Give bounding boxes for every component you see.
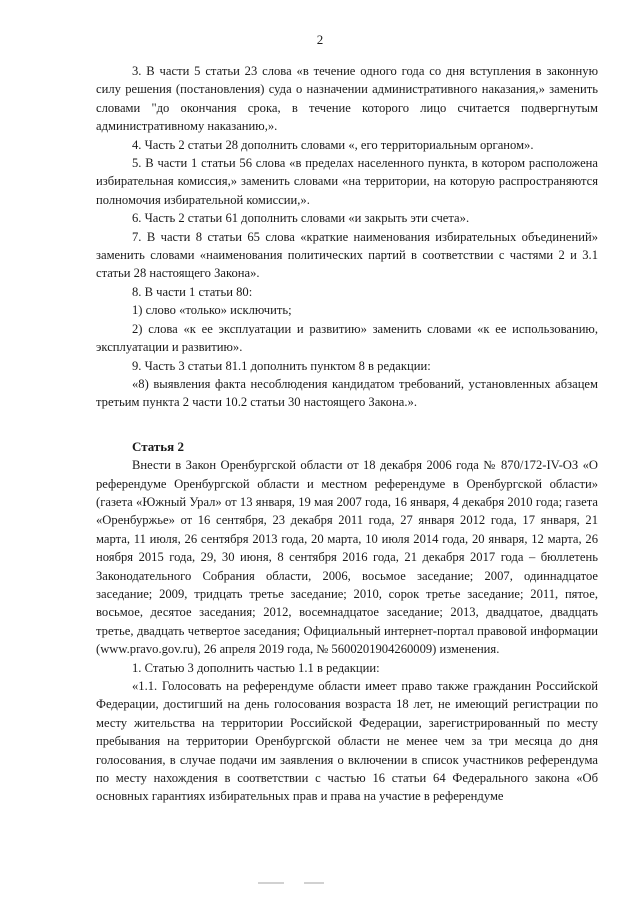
article-item-1-quote: «1.1. Голосовать на референдуме области имеет право также гражданин Российской Федерации, достигший на день голосования возраста 18 лет, не имеющий регистрации по месту жительства на территории Российской Федерации, зарегистрированный по месту пребывания на территории Оренбургской области не менее чем за три месяца до дня голосования, в случае подачи им заявления о включении в список участников референдума по месту нахождения в соответствии с частью 16 статьи 64 Федерального закона «Об основных гарантиях избирательных прав и права на участие в референдуме <box>96 679 598 804</box>
scan-artifact <box>258 882 284 884</box>
article-item-1: 1. Статью 3 дополнить частью 1.1 в редакции: <box>132 660 380 675</box>
page-number: 2 <box>316 32 324 47</box>
paragraph-item-8-2: 2) слова «к ее эксплуатации и развитию» заменить словами «к ее использованию, эксплуатации и развитию». <box>96 321 598 355</box>
paragraph-item-7: 7. В части 8 статьи 65 слова «краткие наименования избирательных объединений» заменить словами «наименования политических партий в соответствии с частями 2 и 3.1 статьи 28 настоящего Закона». <box>96 229 598 281</box>
article-heading: Статья 2 <box>132 438 184 454</box>
paragraph-item-8: 8. В части 1 статьи 80: <box>132 284 253 299</box>
paragraph-item-6: 6. Часть 2 статьи 61 дополнить словами «и закрыть эти счета». <box>132 211 470 226</box>
paragraph-item-4: 4. Часть 2 статьи 28 дополнить словами «, его территориальным органом». <box>132 137 534 152</box>
scan-artifact <box>304 882 324 884</box>
paragraph-item-5: 5. В части 1 статьи 56 слова «в пределах населенного пункта, в котором расположена избирательная комиссия,» заменить словами «на территории, на которую распространяются полномочия избирательной комиссии,». <box>96 156 598 207</box>
article-intro: Внести в Закон Оренбургской области от 18 декабря 2006 года № 870/172-IV-ОЗ «О референдуме Оренбургской области и местном референдуме в Оренбургской области» (газета «Южный Урал» от 13 января, 19 мая 2007 года, 16 января, 4 декабря 2010 года; газета «Оренбуржье» от 16 сентября, 23 декабря 2011 года, 27 января 2012 года, 17 января, 21 марта, 11 июля, 26 сентября 2013 года, 20 марта, 10 июля 2014 года, 20 января, 12 марта, 26 ноября 2015 года, 29, 30 июня, 8 сентября 2016 года, 21 декабря 2017 года – бюллетень Законодательного Собрания области, 2006, восьмое заседание; 2007, одиннадцатое заседание; 2009, тридцать третье заседание; 2010, сорок третье заседание; 2011, пятое, восьмое, десятое заседания; 2012, восемнадцатое заседание; 2013, двадцатое, двадцать третье, двадцать четвертое заседания; Официальный интернет-портал правовой информации (www.pravo.gov.ru), 26 апреля 2019 года, № 5600201904260009) изменения. <box>96 458 598 657</box>
paragraph-item-3: 3. В части 5 статьи 23 слова «в течение одного года со дня вступления в законную силу решения (постановления) суда о назначении административного наказания,» заменить словами "до окончания срока, в течение которого лицо считается подвергнутым административному наказанию,». <box>96 64 598 134</box>
paragraph-item-8-1: 1) слово «только» исключить; <box>132 303 292 318</box>
paragraph-item-9: 9. Часть 3 статьи 81.1 дополнить пунктом 8 в редакции: <box>132 358 431 373</box>
document-body <box>96 62 598 806</box>
paragraph-item-9-quote: «8) выявления факта несоблюдения кандидатом требований, установленных абзацем третьим пункта 2 части 10.2 статьи 30 настоящего Закона.». <box>96 376 598 410</box>
